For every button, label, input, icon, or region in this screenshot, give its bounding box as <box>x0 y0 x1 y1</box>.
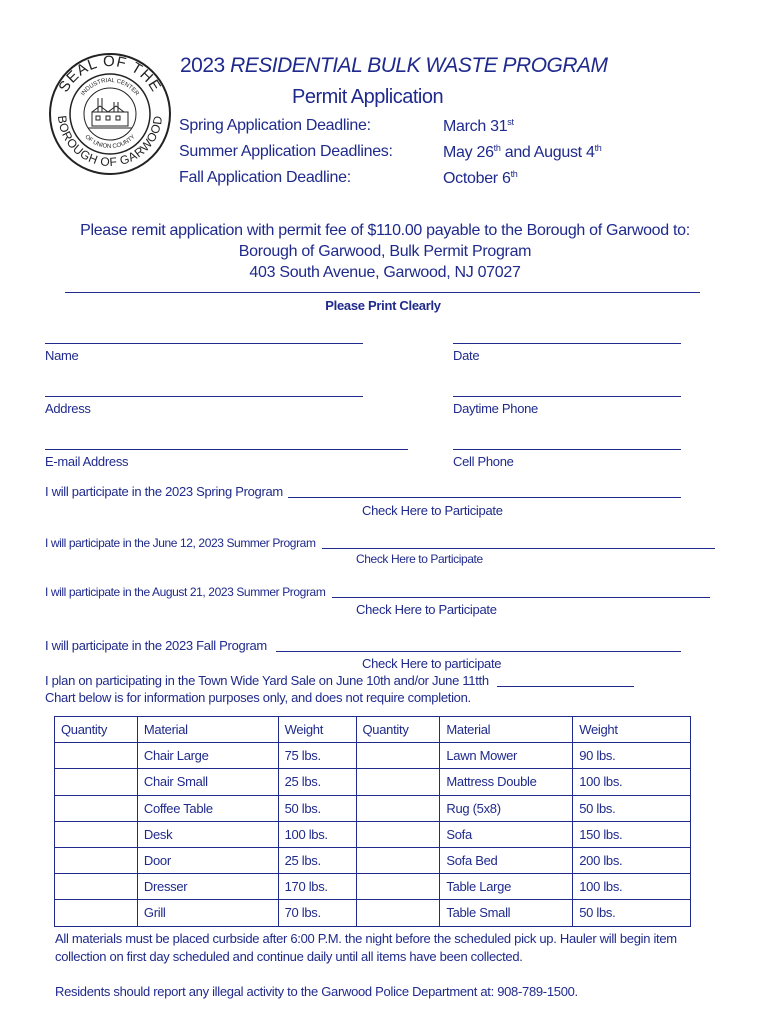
seal-bottom-text: BOROUGH OF GARWOOD <box>54 114 166 170</box>
weight-cell: 100 lbs. <box>278 821 356 847</box>
table-row <box>55 847 691 873</box>
material-cell: Sofa Bed <box>440 847 573 873</box>
fall-check-label: Check Here to participate <box>362 656 502 671</box>
spring-participate-line[interactable] <box>288 497 681 498</box>
weight-cell: 100 lbs. <box>573 874 691 900</box>
address-field[interactable] <box>45 396 363 397</box>
weight-cell: 70 lbs. <box>278 900 356 926</box>
footer-line-2: collection on first day scheduled and continue daily until all items have been collected. <box>55 949 523 964</box>
deadline-summer-value: May 26th and August 4th <box>443 143 602 161</box>
header-weight-2: Weight <box>573 717 691 743</box>
table-row <box>55 795 691 821</box>
seal-icon <box>48 52 172 176</box>
date-field[interactable] <box>453 343 681 344</box>
deadline-fall-value: October 6th <box>443 169 518 187</box>
cell-phone-field[interactable] <box>453 449 681 450</box>
weight-cell: 50 lbs. <box>278 795 356 821</box>
materials-table <box>54 716 691 927</box>
footer-line-1: All materials must be placed curbside after 6:00 P.M. the night before the scheduled pick up. Hauler will begin item <box>55 931 677 946</box>
remit-line-2: Borough of Garwood, Bulk Permit Program <box>238 243 532 260</box>
email-label: E-mail Address <box>45 454 129 469</box>
name-label: Name <box>45 348 79 363</box>
material-cell: Desk <box>137 821 278 847</box>
quantity-cell[interactable] <box>356 821 440 847</box>
deadline-fall-label: Fall Application Deadline: <box>179 169 351 186</box>
chart-note: Chart below is for information purposes only, and does not require completion. <box>45 690 471 705</box>
quantity-cell[interactable] <box>55 847 138 873</box>
august-participate-line[interactable] <box>332 597 710 598</box>
material-cell: Mattress Double <box>440 769 573 795</box>
fall-participate-line[interactable] <box>276 651 681 652</box>
material-cell: Chair Small <box>137 769 278 795</box>
weight-cell: 25 lbs. <box>278 769 356 795</box>
seal-top-text: SEAL OF THE <box>55 52 165 96</box>
deadline-spring-label: Spring Application Deadline: <box>179 117 371 134</box>
material-cell: Door <box>137 847 278 873</box>
quantity-cell[interactable] <box>55 821 138 847</box>
table-header-row <box>55 717 691 743</box>
weight-cell: 50 lbs. <box>573 900 691 926</box>
material-cell: Table Small <box>440 900 573 926</box>
june-program-text: I will participate in the June 12, 2023 Summer Program <box>45 536 316 550</box>
daytime-phone-field[interactable] <box>453 396 681 397</box>
august-check-label: Check Here to Participate <box>356 602 497 617</box>
quantity-cell[interactable] <box>356 874 440 900</box>
svg-text:OF UNION COUNTY <box>83 134 136 150</box>
quantity-cell[interactable] <box>55 795 138 821</box>
material-cell: Chair Large <box>137 743 278 769</box>
august-program-text: I will participate in the August 21, 2023 Summer Program <box>45 585 326 599</box>
material-cell: Coffee Table <box>137 795 278 821</box>
divider <box>65 292 700 293</box>
print-clearly: Please Print Clearly <box>325 298 441 313</box>
name-field[interactable] <box>45 343 363 344</box>
weight-cell: 170 lbs. <box>278 874 356 900</box>
quantity-cell[interactable] <box>356 900 440 926</box>
address-label: Address <box>45 401 91 416</box>
table-row <box>55 743 691 769</box>
quantity-cell[interactable] <box>55 874 138 900</box>
material-cell: Sofa <box>440 821 573 847</box>
quantity-cell[interactable] <box>356 795 440 821</box>
quantity-cell[interactable] <box>356 769 440 795</box>
material-cell: Table Large <box>440 874 573 900</box>
deadline-spring-value: March 31st <box>443 117 514 135</box>
header-material-1: Material <box>137 717 278 743</box>
material-cell: Grill <box>137 900 278 926</box>
weight-cell: 200 lbs. <box>573 847 691 873</box>
spring-check-label: Check Here to Participate <box>362 503 503 518</box>
remit-line-1: Please remit application with permit fee of $110.00 payable to the Borough of Garwood to: <box>80 222 690 239</box>
material-cell: Lawn Mower <box>440 743 573 769</box>
june-participate-line[interactable] <box>322 548 715 549</box>
seal-inner-top: INDUSTRIAL CENTER <box>80 77 140 98</box>
title-main: RESIDENTIAL BULK WASTE PROGRAM <box>230 54 608 77</box>
page-subtitle: Permit Application <box>292 86 444 108</box>
quantity-cell[interactable] <box>55 769 138 795</box>
header-quantity-2: Quantity <box>356 717 440 743</box>
header-material-2: Material <box>440 717 573 743</box>
material-cell: Dresser <box>137 874 278 900</box>
spring-program-text: I will participate in the 2023 Spring Program <box>45 484 283 499</box>
material-cell: Rug (5x8) <box>440 795 573 821</box>
cell-phone-label: Cell Phone <box>453 454 514 469</box>
email-field[interactable] <box>45 449 408 450</box>
fall-program-text: I will participate in the 2023 Fall Program <box>45 638 267 653</box>
weight-cell: 100 lbs. <box>573 769 691 795</box>
yard-sale-text: I plan on participating in the Town Wide Yard Sale on June 10th and/or June 11tth <box>45 673 489 688</box>
date-label: Date <box>453 348 480 363</box>
page-title <box>180 54 608 78</box>
table-row <box>55 769 691 795</box>
weight-cell: 75 lbs. <box>278 743 356 769</box>
weight-cell: 90 lbs. <box>573 743 691 769</box>
seal-inner-bottom: OF UNION COUNTY <box>83 134 137 151</box>
borough-seal <box>48 52 172 176</box>
quantity-cell[interactable] <box>55 743 138 769</box>
daytime-phone-label: Daytime Phone <box>453 401 538 416</box>
weight-cell: 50 lbs. <box>573 795 691 821</box>
table-row <box>55 900 691 926</box>
table-row <box>55 874 691 900</box>
june-check-label: Check Here to Participate <box>356 552 483 566</box>
header-quantity-1: Quantity <box>55 717 138 743</box>
remit-line-3: 403 South Avenue, Garwood, NJ 07027 <box>249 264 521 281</box>
quantity-cell[interactable] <box>356 847 440 873</box>
quantity-cell[interactable] <box>356 743 440 769</box>
quantity-cell[interactable] <box>55 900 138 926</box>
deadline-summer-label: Summer Application Deadlines: <box>179 143 393 160</box>
footer-line-3: Residents should report any illegal activity to the Garwood Police Department at: 908-789-1500. <box>55 984 578 999</box>
table-row <box>55 821 691 847</box>
title-year: 2023 <box>180 54 225 77</box>
yard-sale-line[interactable] <box>497 686 634 687</box>
header-weight-1: Weight <box>278 717 356 743</box>
weight-cell: 150 lbs. <box>573 821 691 847</box>
weight-cell: 25 lbs. <box>278 847 356 873</box>
